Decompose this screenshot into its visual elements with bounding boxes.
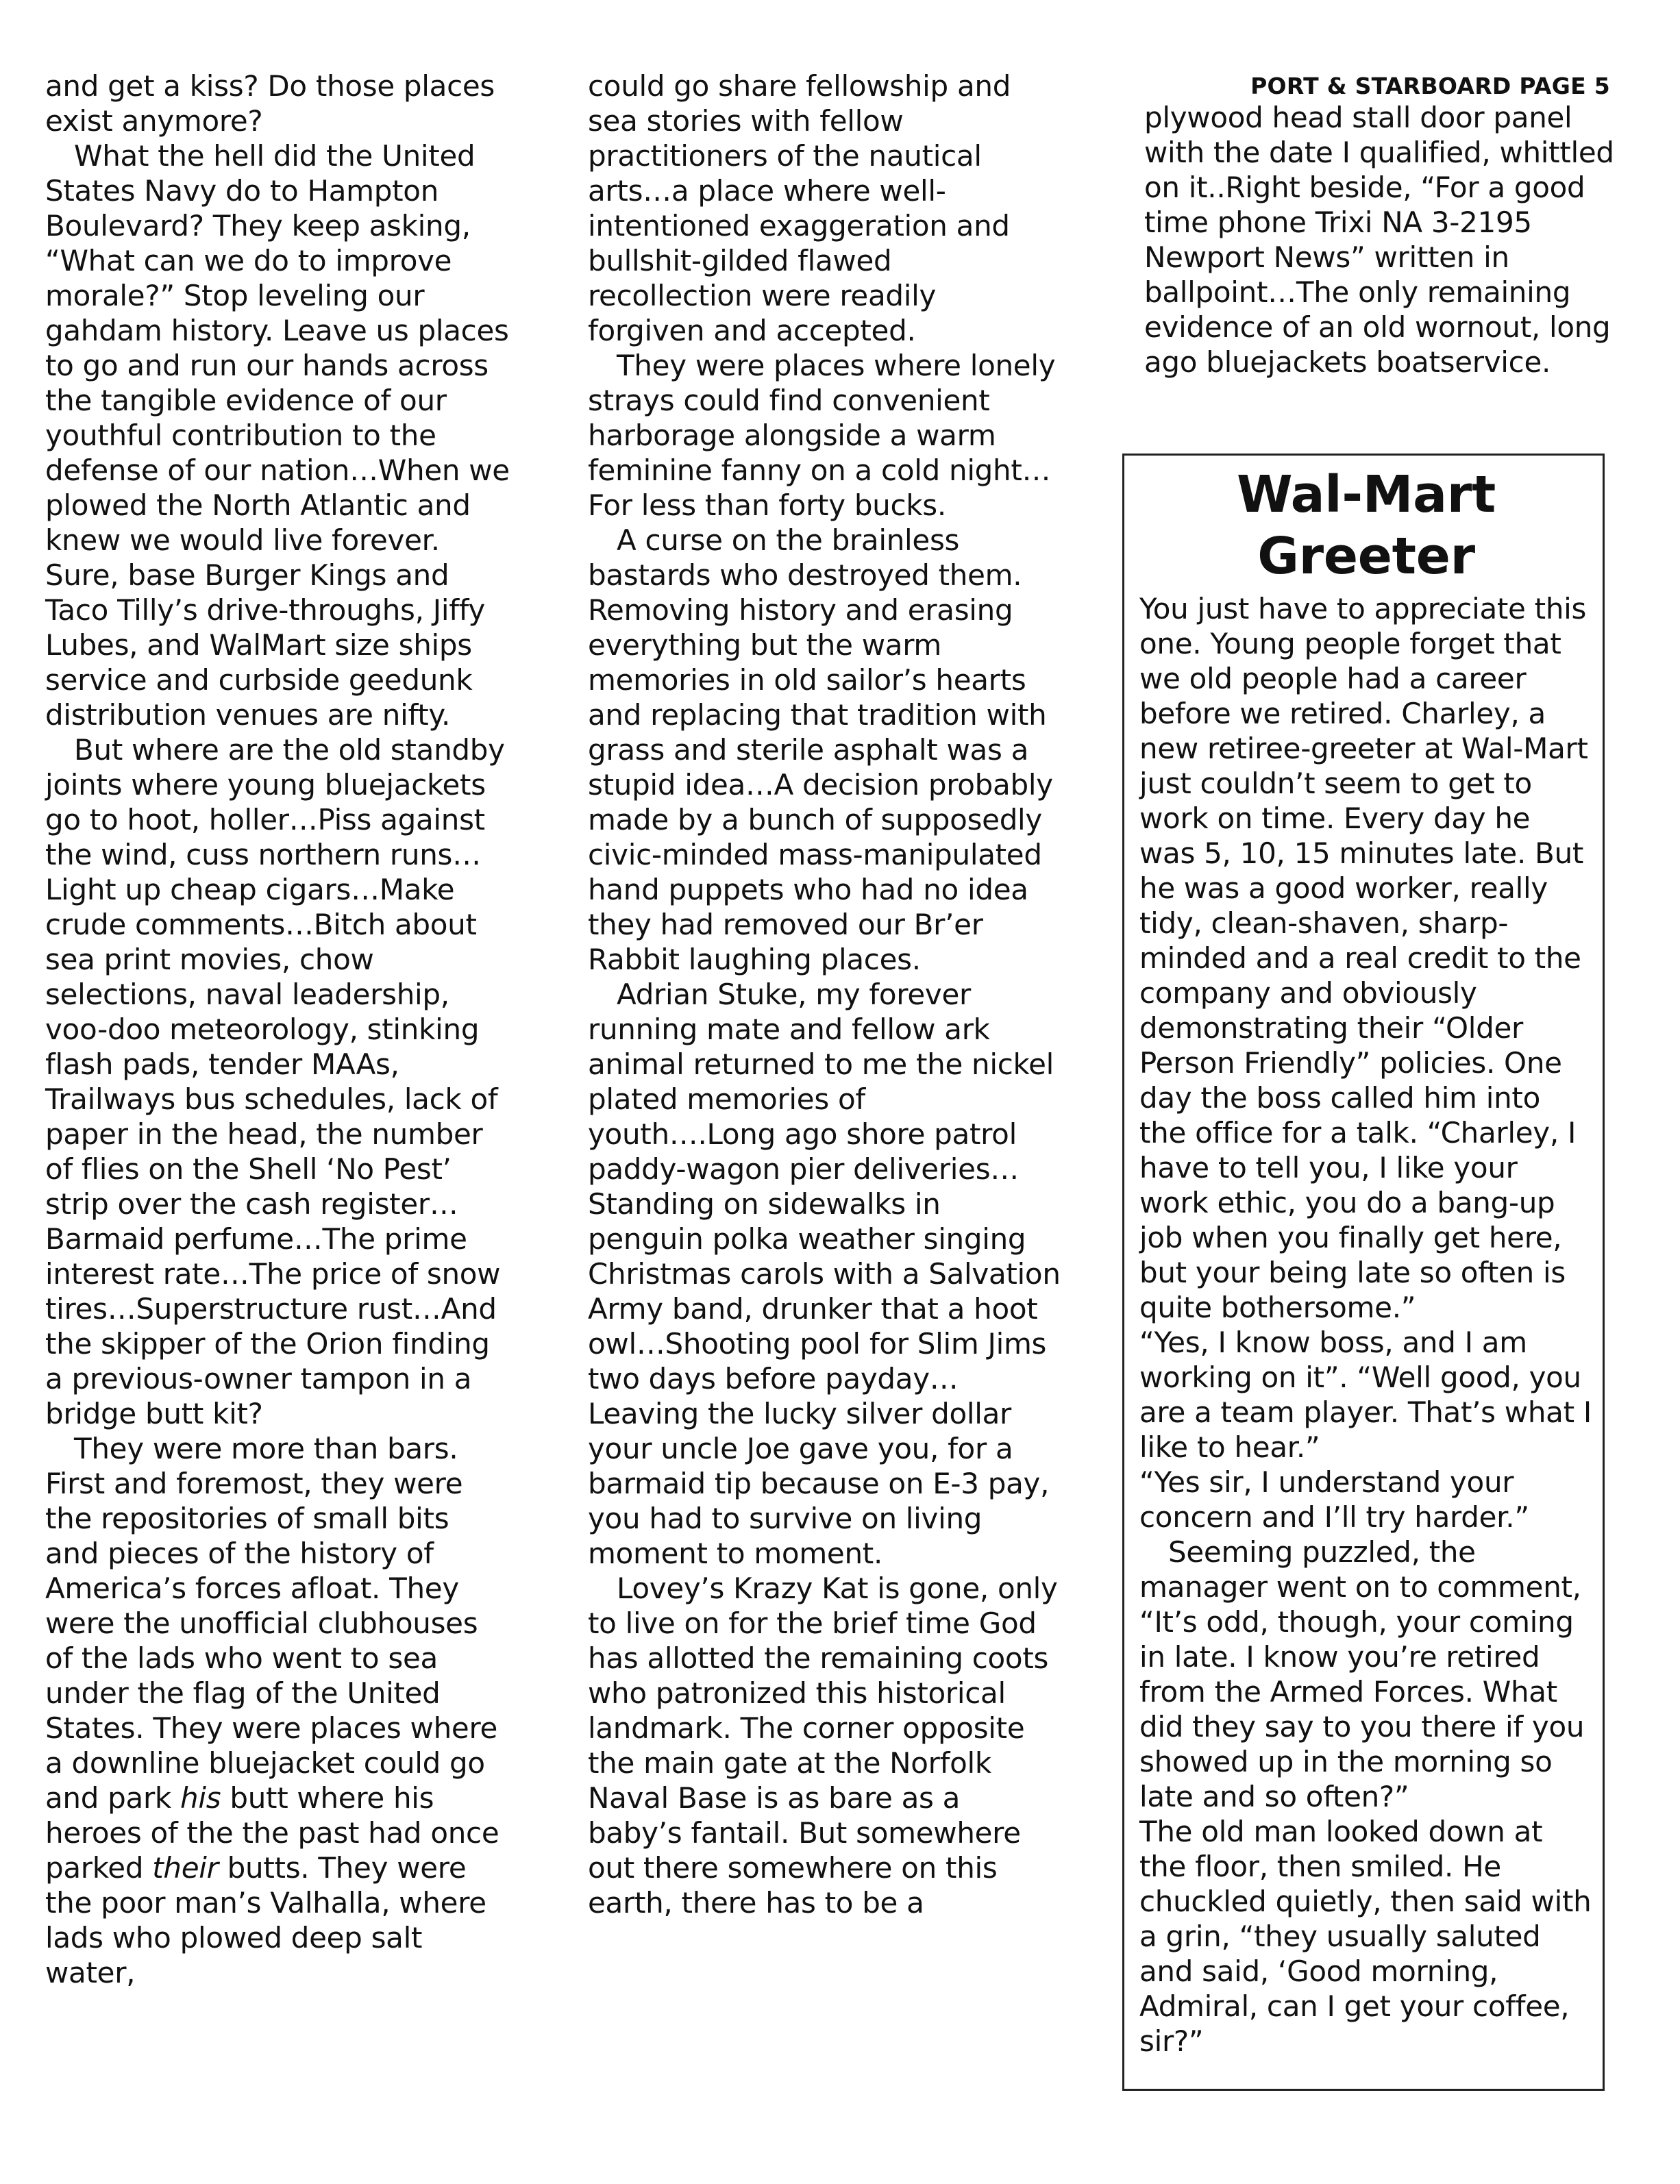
paragraph: and get a kiss? Do those places exist anymore? [45,69,495,138]
text-run: butts. They were the poor man’s Valhalla, where lads who plowed deep salt water, [45,1851,486,1989]
paragraph [45,1431,511,1990]
paragraph: You just have to appreciate this one. Young people forget that we old people had a career before we retired. Charley, a new retiree-greeter at Wal-Mart just couldn’t seem to get to work on time. Every day he was 5, 10, 15 minutes late. But he was a good worker, really tidy, clean-shaven, sharp-minded and a real credit to the company and obviously demonstrating their “Older Person Friendly” policies. One day the boss called him into the office for a talk. “Charley, I have to tell you, I like your work ethic, you do a bang-up job when you finally get here, but your being late so often is quite bothersome.” [1139,592,1588,1324]
paragraph: The old man looked down at the floor, then smiled. He chuckled quietly, then said with a grin, “they usually saluted and said, ‘Good morning, Admiral, can I get your coffee, sir?” [1139,1815,1592,2058]
page-header: PORT & STARBOARD PAGE 5 [1250,73,1610,99]
paragraph: But where are the old standby joints where young bluejackets go to hoot, holler…Piss against the wind, cuss northern runs…Light up cheap cigars…Make crude comments…Bitch about sea print movies, chow selections, naval leadership, voo-doo meteorology, stinking flash pads, tender MAAs, Trailways bus schedules, lack of paper in the head, the number of flies on the Shell ‘No Pest’ strip over the cash register… Barmaid perfume…The prime interest rate…The price of snow tires…Superstructure rust…And the skipper of the Orion finding a previous-owner tampon in a bridge butt kit? [45,733,505,1430]
paragraph: A curse on the brainless bastards who destroyed them. Removing history and erasing everything but the warm memories in old sailor’s hearts and replacing that tradition with grass and sterile asphalt was a stupid idea…A decision probably made by a bunch of supposedly civic-minded mass-manipulated hand puppets who had no idea they had removed our Br’er Rabbit laughing places. [588,523,1053,976]
article-column-2 [588,69,1061,1920]
article-column-3 [1144,73,1617,380]
paragraph: “Yes, I know boss, and I am working on it”. “Well good, you are a team player. That’s what I like to hear.” [1139,1326,1592,1464]
paragraph: What the hell did the United States Navy do to Hampton Boulevard? They keep asking, “What can we do to improve morale?” Stop leveling our gahdam history. Leave us places to go and run our hands across the tangible evidence of our youthful contribution to the defense of our nation…When we plowed the North Atlantic and knew we would live forever. Sure, base Burger Kings and Taco Tilly’s drive-throughs, Jiffy Lubes, and WalMart size ships service and curbside geedunk distribution venues are nifty. [45,139,510,732]
text-run: They were more than bars. First and foremost, they were the repositories of small bits and pieces of the history of America’s forces afloat. They were the unofficial clubhouses of the lads who went to sea under the flag of the United States. They were places where a downline bluejacket could go and park [45,1432,498,1815]
walmart-greeter-sidebar [1122,454,1605,2091]
paragraph: Seeming puzzled, the manager went on to comment, “It’s odd, though, your coming in late. I know you’re retired from the Armed Forces. What did they say to you there if you showed up in the morning so late and so often?” [1139,1535,1585,1813]
emphasis-his: his [180,1781,221,1815]
text-run: butt where his heroes of the the past had once parked [45,1781,499,1885]
sidebar-title: Wal-Mart Greeter [1236,465,1496,586]
paragraph: plywood head stall door panel with the date I qualified, whittled on it..Right beside, “For a good time phone Trixi NA 3-2195 Newport News” written in ballpoint…The only remaining evidence of an old wornout, long ago bluejackets boatservice. [1144,101,1614,379]
paragraph: Lovey’s Krazy Kat is gone, only to live on for the brief time God has allotted the remaining coots who patronized this historical landmark. The corner opposite the main gate at the Norfolk Naval Base is as bare as a baby’s fantail. But somewhere out there somewhere on this earth, there has to be a [588,1572,1058,1920]
article-column-1 [45,69,511,1990]
paragraph: “Yes sir, I understand your concern and I’ll try harder.” [1139,1465,1529,1534]
paragraph: could go share fellowship and sea stories with fellow practitioners of the nautical arts…a place where well-intentioned exaggeration and bullshit-gilded flawed recollection were readily forgiven and accepted. [588,69,1011,347]
paragraph: They were places where lonely strays could find convenient harborage alongside a warm feminine fanny on a cold night…For less than forty bucks. [588,349,1056,522]
emphasis-their: their [152,1851,219,1885]
paragraph: Adrian Stuke, my forever running mate and fellow ark animal returned to me the nickel plated memories of youth….Long ago shore patrol paddy-wagon pier deliveries…Standing on sidewalks in penguin polka weather singing Christmas carols with a Salvation Army band, drunker that a hoot owl…Shooting pool for Slim Jims two days before payday…Leaving the lucky silver dollar your uncle Joe gave you, for a barmaid tip because on E-3 pay, you had to survive on living moment to moment. [588,978,1061,1570]
